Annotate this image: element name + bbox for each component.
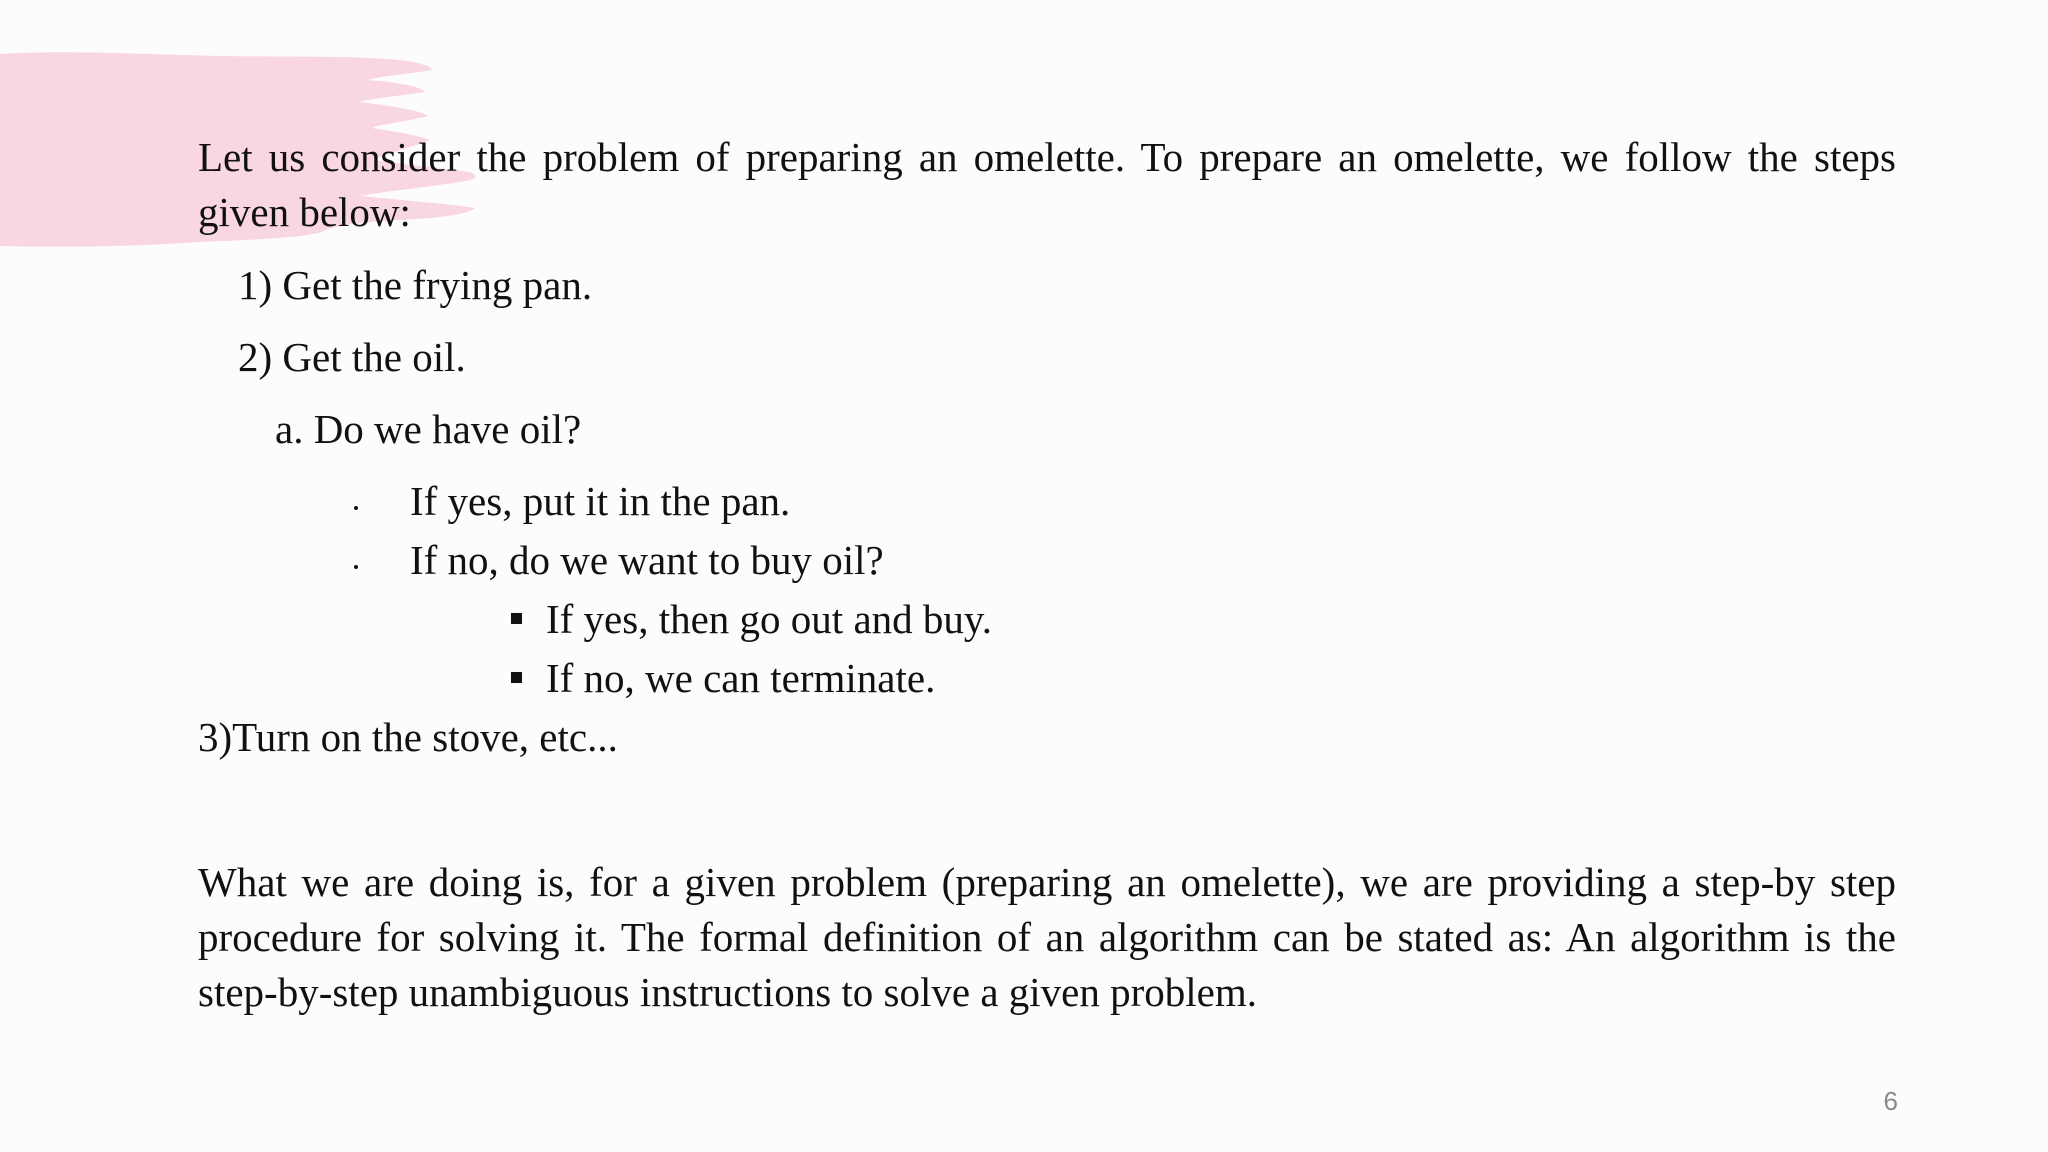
bullet-dot-icon: [354, 506, 358, 510]
intro-paragraph: Let us consider the problem of preparing an omelette. To prepare an omelette, we follow the steps given below:: [198, 134, 1896, 235]
step-3: 3)Turn on the stove, etc...: [198, 714, 618, 760]
step-2a: a. Do we have oil?: [275, 406, 582, 452]
step-1: 1) Get the frying pan.: [238, 262, 593, 308]
sub-no-item: If no, we can terminate.: [546, 655, 936, 701]
bullet-dot-icon: [354, 565, 358, 569]
bullet-yes-item: If yes, put it in the pan.: [410, 478, 791, 524]
sub-yes-item: If yes, then go out and buy.: [546, 596, 992, 642]
square-bullet-icon: [511, 613, 522, 624]
step-2: 2) Get the oil.: [238, 334, 466, 380]
bullet-no-item: If no, do we want to buy oil?: [410, 537, 884, 583]
square-bullet-icon: [511, 672, 522, 683]
conclusion-paragraph: What we are doing is, for a given problem (preparing an omelette), we are providing a step-by step procedure for solving it. The formal definition of an algorithm can be stated as: An algorithm is the step-by-step unambiguous instructions to solve a given problem.: [198, 859, 1896, 1015]
page-number: 6: [1883, 1086, 1898, 1116]
